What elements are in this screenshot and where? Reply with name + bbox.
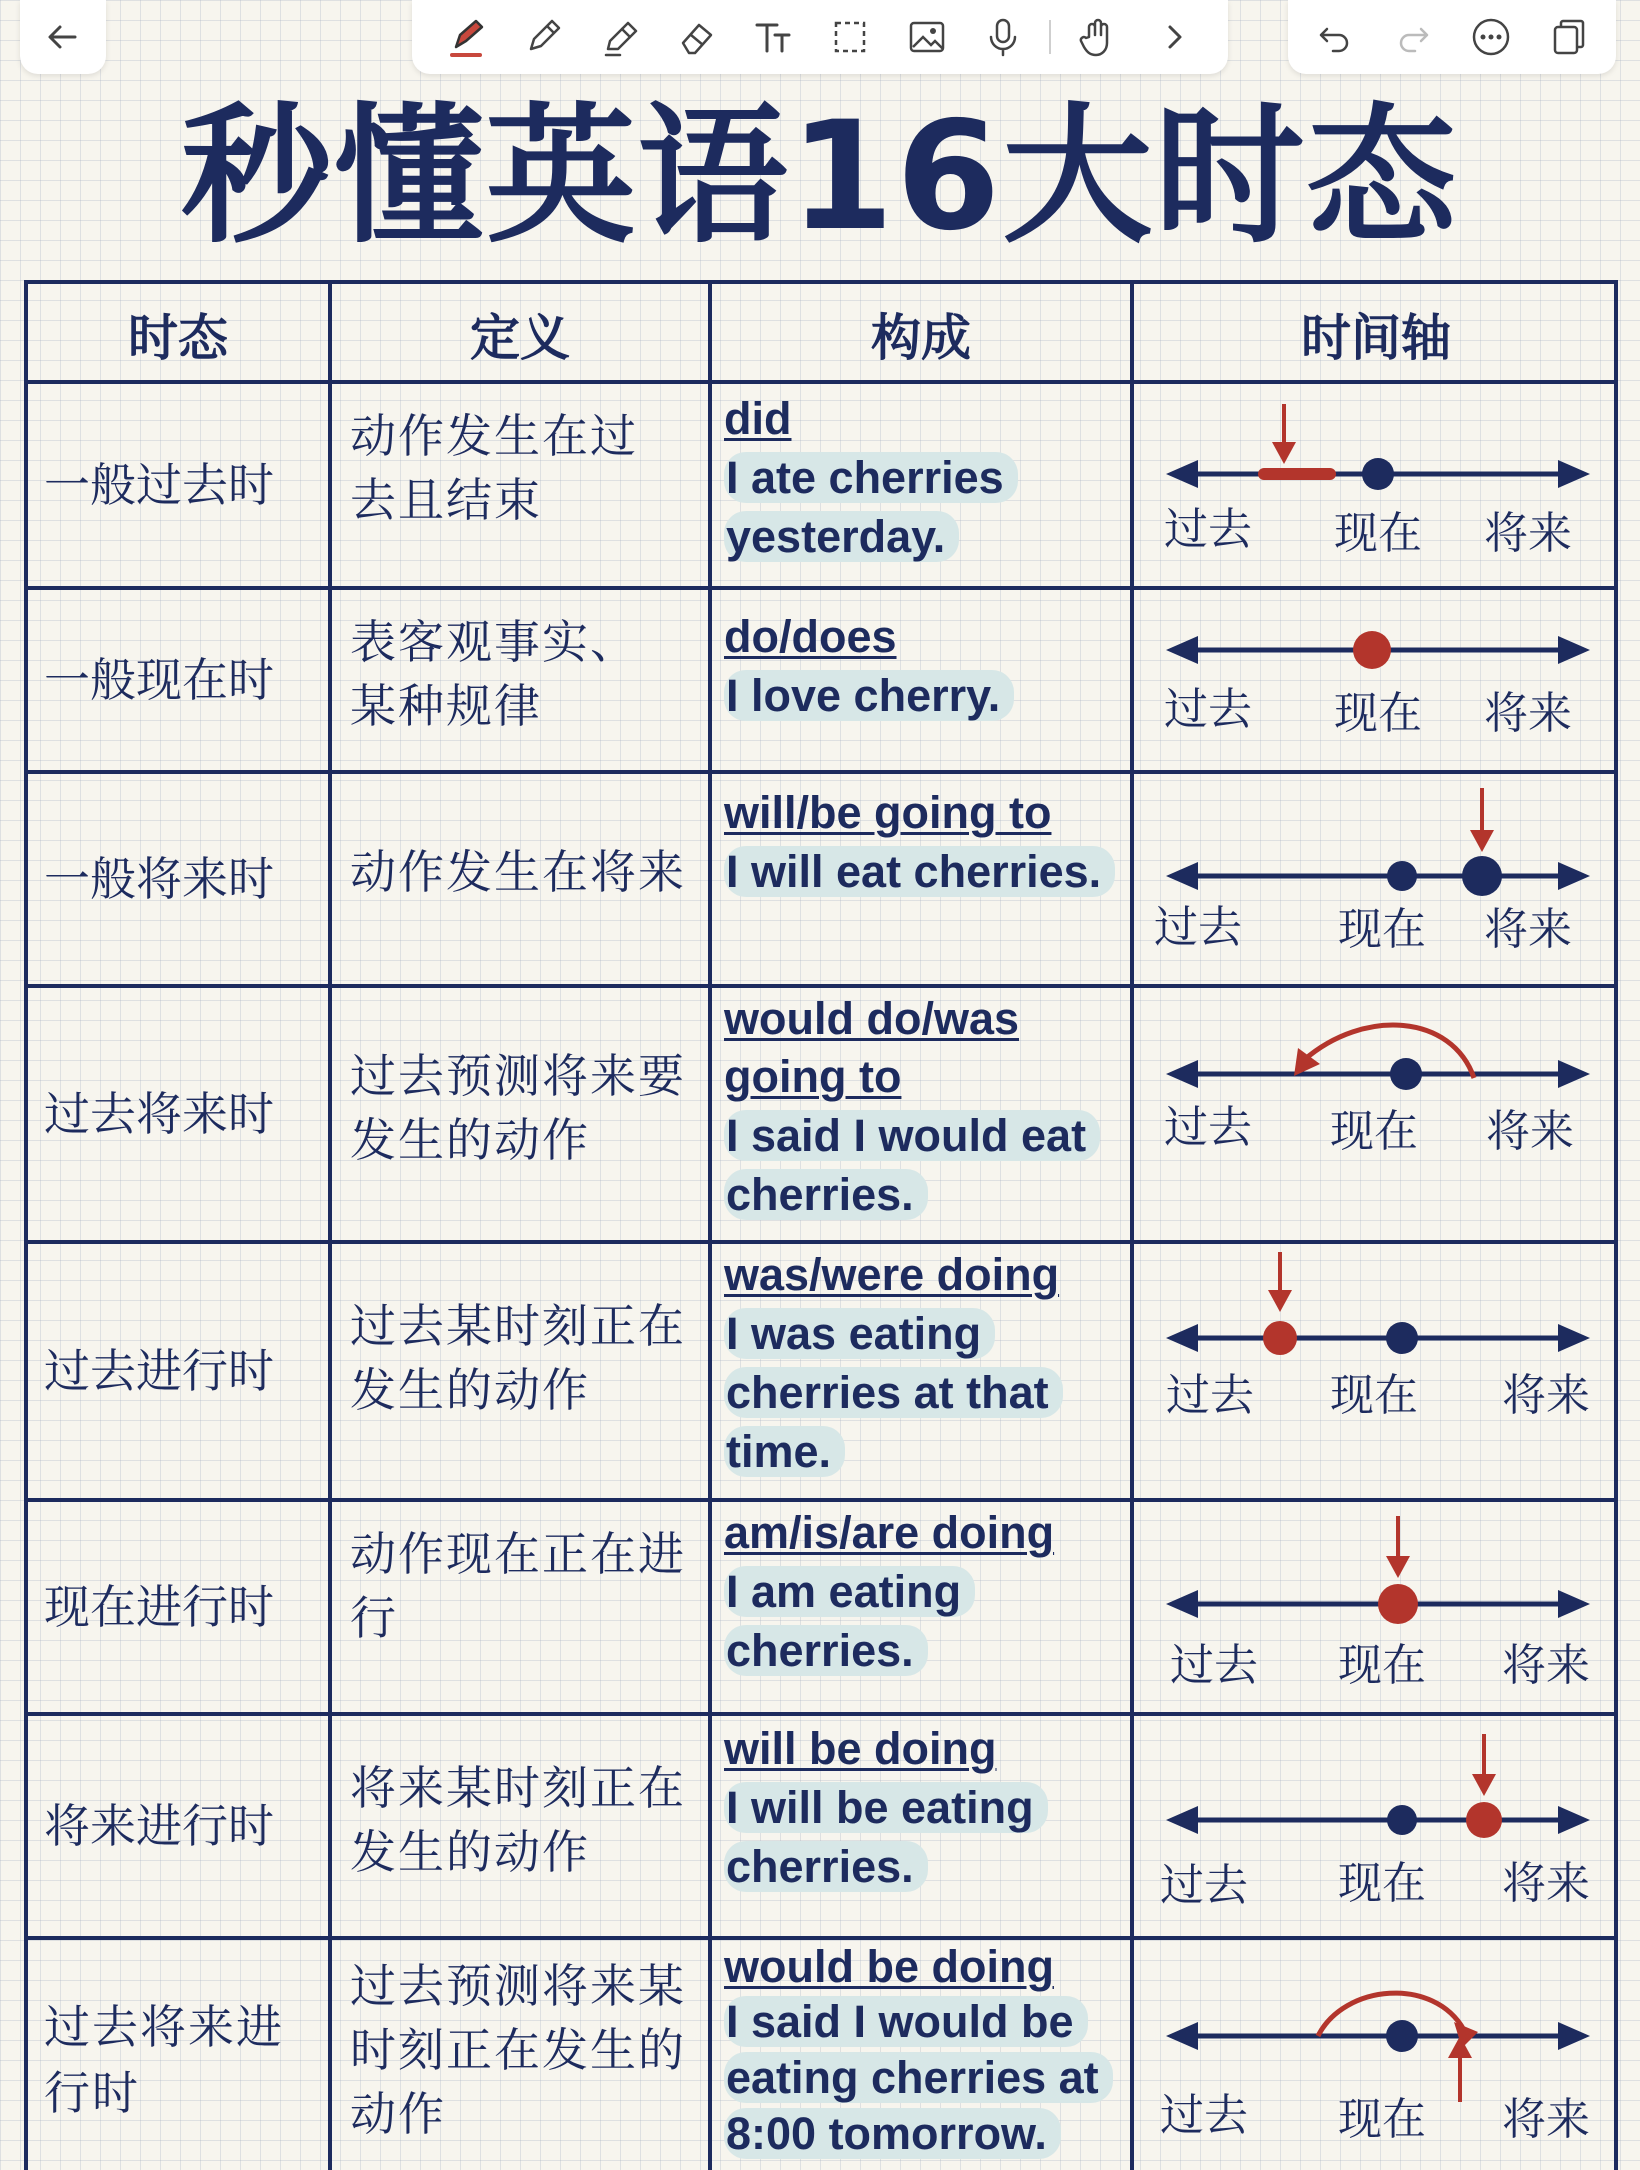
redo-icon[interactable] [1382,6,1444,68]
pencil-icon[interactable] [512,6,574,68]
toolbar-divider [1049,20,1051,54]
header-timeline: 时间轴 [1301,309,1451,367]
tense-form [712,1502,1130,1712]
definition-line: 发生的动作 [350,1363,590,1417]
tense-definition [332,590,708,770]
form-example: I am eating cherries. [724,1566,975,1676]
timeline-label-present: 现在 [1338,2094,1426,2145]
tense-name: 一般过去时 [44,458,274,512]
timeline-label-future: 将来 [1484,508,1572,559]
tense-form [712,590,1130,770]
eraser-icon[interactable] [666,6,728,68]
tools-pill [412,0,1228,74]
timeline-future-continuous [1134,1716,1618,1936]
form-pattern: was/were doing [724,1249,1060,1300]
tense-name: 一般现在时 [44,653,274,707]
definition-line: 动作 [350,2087,446,2141]
timeline-label-present: 现在 [1334,508,1422,559]
definition-line: 过去某时刻正在 [350,1299,686,1353]
tense-table [24,280,1618,2170]
tense-definition [332,988,708,1240]
form-example: I will eat cherries. [724,846,1115,897]
timeline-simple-future [1134,774,1618,984]
undo-icon[interactable] [1304,6,1366,68]
form-pattern: will be doing [724,1723,997,1774]
timeline-label-past: 过去 [1154,902,1242,953]
tense-form [712,1244,1130,1498]
definition-line: 动作发生在过 [350,409,638,463]
form-example: I said I would be eating cherries at 8:00 tomorrow. [724,1996,1113,2159]
lasso-select-icon[interactable] [819,6,881,68]
timeline-label-present: 现在 [1338,1858,1426,1909]
timeline-label-present: 现在 [1334,688,1422,739]
timeline-label-future: 将来 [1502,1858,1590,1909]
form-pattern: will/be going to [724,787,1052,838]
definition-line: 将来某时刻正在 [350,1761,686,1815]
timeline-label-past: 过去 [1166,1370,1254,1421]
definition-line: 过去预测将来某 [350,1959,686,2013]
timeline-label-future: 将来 [1484,904,1572,955]
tense-definition [332,774,708,984]
tense-name: 将来进行时 [44,1799,274,1853]
pen-icon[interactable] [435,6,497,68]
definition-line: 动作现在正在进 [350,1527,686,1581]
timeline-label-future: 将来 [1502,1370,1590,1421]
timeline-label-future: 将来 [1486,1106,1574,1157]
pages-icon[interactable] [1538,6,1600,68]
tense-form [712,988,1130,1240]
timeline-future-in-past [1134,988,1618,1240]
back-arrow-icon[interactable] [32,6,94,68]
tense-name: 过去将来时 [44,1087,274,1141]
more-icon[interactable] [1460,6,1522,68]
definition-line: 时刻正在发生的 [350,2023,686,2077]
timeline-label-past: 过去 [1170,1640,1258,1691]
timeline-future-continuous-in-past [1134,1940,1618,2170]
definition-line: 发生的动作 [350,1825,590,1879]
form-example: I ate cherries yesterday. [724,452,1018,562]
definition-line: 去且结束 [350,473,542,527]
timeline-simple-past [1134,384,1618,586]
timeline-label-present: 现在 [1330,1106,1418,1157]
definition-line: 表客观事实、 [350,615,638,669]
form-pattern: would be doing [724,1941,1054,1992]
timeline-label-past: 过去 [1164,1102,1252,1153]
timeline-label-past: 过去 [1160,2090,1248,2141]
form-example: I love cherry. [724,670,1014,721]
header-form: 构成 [871,309,971,367]
timeline-label-present: 现在 [1338,1640,1426,1691]
back-pill [20,0,106,74]
tense-form [712,774,1130,984]
tense-name: 现在进行时 [44,1580,274,1634]
form-example: I will be eating cherries. [724,1782,1048,1892]
timeline-label-past: 过去 [1164,504,1252,555]
timeline-past-continuous [1134,1244,1618,1498]
definition-line: 发生的动作 [350,1113,590,1167]
timeline-label-future: 将来 [1502,2094,1590,2145]
tense-definition [332,1502,708,1712]
definition-line: 行 [350,1591,398,1645]
tense-form [712,384,1130,586]
hand-icon[interactable] [1066,6,1128,68]
timeline-label-past: 过去 [1164,684,1252,735]
header-definition: 定义 [470,309,570,367]
timeline-label-present: 现在 [1330,1370,1418,1421]
timeline-present-continuous [1134,1502,1618,1712]
timeline-label-future: 将来 [1502,1640,1590,1691]
timeline-simple-present [1134,590,1618,770]
form-pattern: would do/was going to [724,993,1020,1102]
tense-name [28,1940,328,2170]
form-pattern: do/does [724,611,897,662]
definition-line: 过去预测将来要 [350,1049,686,1103]
tense-name: 过去进行时 [44,1344,274,1398]
definition-line: 某种规律 [350,679,542,733]
image-icon[interactable] [896,6,958,68]
tense-definition [332,1940,708,2170]
form-example: I was eating cherries at that time. [724,1308,1063,1477]
form-pattern: am/is/are doing [724,1507,1055,1558]
tense-name: 一般将来时 [44,852,274,906]
tense-name-text: 过去将来进行时 [44,2000,284,2120]
actions-pill [1288,0,1616,74]
timeline-label-present: 现在 [1338,904,1426,955]
text-tool-icon[interactable] [742,6,804,68]
page-title: 秒懂英语16大时态 [181,90,1459,264]
chevron-right-icon[interactable] [1143,6,1205,68]
tense-definition [332,1244,708,1498]
header-tense: 时态 [128,309,228,367]
tense-definition [332,1716,708,1936]
timeline-label-future: 将来 [1484,688,1572,739]
definition-line: 动作发生在将来 [350,845,686,899]
form-example: I said I would eat cherries. [724,1110,1100,1220]
microphone-icon[interactable] [972,6,1034,68]
timeline-label-past: 过去 [1160,1860,1248,1911]
tense-form [712,1940,1130,2170]
tense-form [712,1716,1130,1936]
tense-definition [332,384,708,586]
highlighter-icon[interactable] [589,6,651,68]
form-pattern: did [724,393,792,444]
